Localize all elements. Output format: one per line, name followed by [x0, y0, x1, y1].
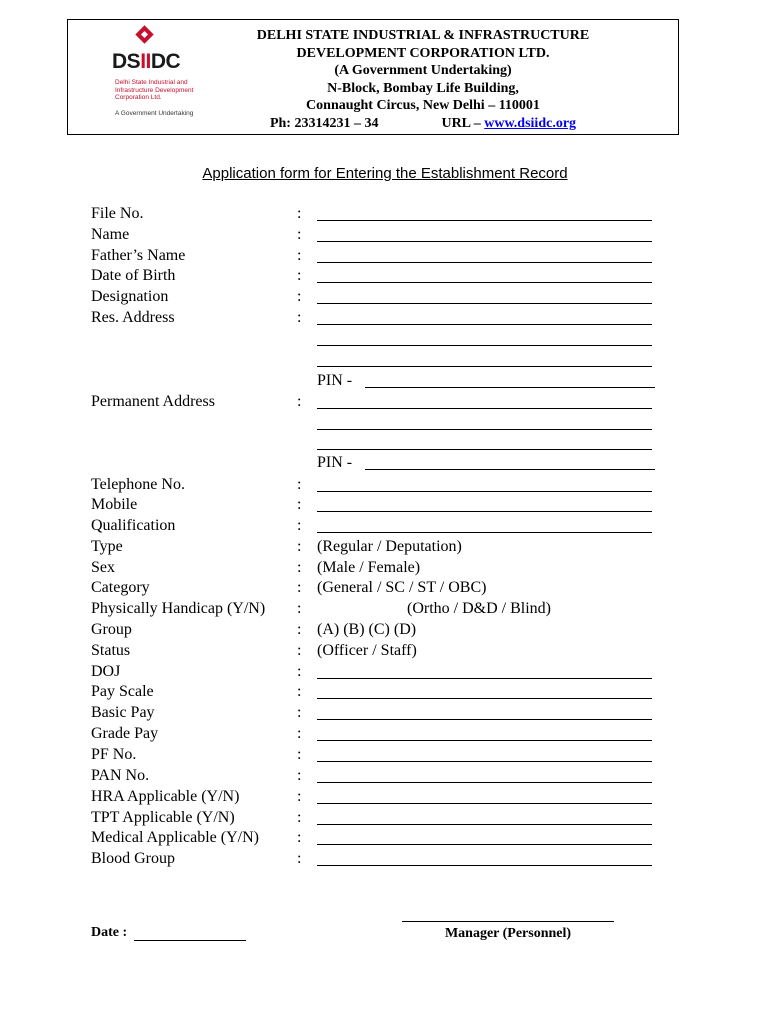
colon: :: [297, 579, 302, 596]
field-label: Pay Scale: [91, 683, 154, 700]
colon: :: [297, 767, 302, 784]
field-label: Father’s Name: [91, 247, 186, 264]
colon: :: [297, 663, 302, 680]
colon: :: [297, 288, 302, 305]
dsiidc-logo: [112, 28, 222, 128]
field-label: Mobile: [91, 496, 138, 513]
fathers-name-blank[interactable]: [317, 262, 652, 263]
group-options: (A) (B) (C) (D): [317, 621, 417, 638]
colon: :: [297, 725, 302, 742]
colon: :: [297, 517, 302, 534]
field-label: Status: [91, 642, 131, 659]
field-label: Telephone No.: [91, 476, 185, 493]
field-label: Type: [91, 538, 123, 555]
date-blank[interactable]: [134, 940, 246, 941]
field-label: HRA Applicable (Y/N): [91, 788, 240, 805]
colon: :: [297, 309, 302, 326]
logo-diamond-icon: [135, 25, 153, 43]
permanent-pin-blank[interactable]: [365, 469, 655, 470]
res-address-blank-3[interactable]: [317, 366, 652, 367]
pin-label: PIN -: [317, 372, 353, 389]
res-pin-blank[interactable]: [365, 387, 655, 388]
colon: :: [297, 829, 302, 846]
organization-details: [208, 27, 638, 132]
sex-options: (Male / Female): [317, 559, 421, 576]
logo-mark: DSIIDC: [112, 50, 181, 73]
name-blank[interactable]: [317, 241, 652, 242]
org-line-2: DEVELOPMENT CORPORATION LTD.: [296, 45, 550, 61]
dob-blank[interactable]: [317, 282, 652, 283]
org-line-3: (A Government Undertaking): [334, 63, 512, 78]
blood-group-blank[interactable]: [317, 865, 652, 866]
handicap-options: (Ortho / D&D / Blind): [407, 600, 551, 617]
field-label: Category: [91, 579, 150, 596]
pay-scale-blank[interactable]: [317, 698, 652, 699]
colon: :: [297, 746, 302, 763]
basic-pay-blank[interactable]: [317, 719, 652, 720]
colon: :: [297, 476, 302, 493]
hra-blank[interactable]: [317, 803, 652, 804]
field-label: Blood Group: [91, 850, 175, 867]
org-line-5: Connaught Circus, New Delhi – 110001: [306, 98, 540, 113]
field-label: Res. Address: [91, 309, 175, 326]
field-label: Physically Handicap (Y/N): [91, 600, 266, 617]
colon: :: [297, 538, 302, 555]
org-line-4: N-Block, Bombay Life Building,: [327, 80, 519, 96]
status-options: (Officer / Staff): [317, 642, 417, 659]
logo-subtitle: Delhi State Industrial and Infrastructure Development Corporation Ltd.: [115, 79, 194, 102]
grade-pay-blank[interactable]: [317, 740, 652, 741]
colon: :: [297, 809, 302, 826]
permanent-address-blank-3[interactable]: [317, 449, 652, 450]
colon: :: [297, 226, 302, 243]
qualification-blank[interactable]: [317, 532, 652, 533]
letterhead: [67, 19, 679, 135]
field-label: DOJ: [91, 663, 121, 680]
colon: :: [297, 704, 302, 721]
pf-no-blank[interactable]: [317, 761, 652, 762]
colon: :: [297, 788, 302, 805]
field-label: Medical Applicable (Y/N): [91, 829, 259, 846]
pan-no-blank[interactable]: [317, 782, 652, 783]
field-label: Date of Birth: [91, 267, 176, 284]
field-label: Qualification: [91, 517, 176, 534]
designation-blank[interactable]: [317, 303, 652, 304]
res-address-blank-1[interactable]: [317, 324, 652, 325]
org-line-1: DELHI STATE INDUSTRIAL & INFRASTRUCTURE: [256, 28, 590, 43]
colon: :: [297, 559, 302, 576]
category-options: (General / SC / ST / OBC): [317, 579, 487, 596]
colon: :: [297, 496, 302, 513]
file-no-blank[interactable]: [317, 220, 652, 221]
colon: :: [297, 600, 302, 617]
field-label: Basic Pay: [91, 704, 155, 721]
field-label: Name: [91, 226, 130, 243]
field-label: PF No.: [91, 746, 137, 763]
field-label: PAN No.: [91, 767, 150, 784]
type-options: (Regular / Deputation): [317, 538, 462, 555]
permanent-address-blank-1[interactable]: [317, 408, 652, 409]
mobile-blank[interactable]: [317, 511, 652, 512]
colon: :: [297, 642, 302, 659]
url-label: URL –: [441, 115, 485, 131]
logo-tagline: A Government Undertaking: [115, 110, 194, 117]
contact-line: [208, 115, 638, 133]
colon: :: [297, 267, 302, 284]
date-label: Date :: [91, 925, 128, 940]
signatory-title: Manager (Personnel): [444, 926, 572, 941]
medical-blank[interactable]: [317, 844, 652, 845]
telephone-blank[interactable]: [317, 491, 652, 492]
colon: :: [297, 621, 302, 638]
field-label: Permanent Address: [91, 393, 215, 410]
field-label: Group: [91, 621, 132, 638]
colon: :: [297, 205, 302, 222]
pin-label: PIN -: [317, 454, 353, 471]
field-label: Grade Pay: [91, 725, 159, 742]
tpt-blank[interactable]: [317, 824, 652, 825]
colon: :: [297, 850, 302, 867]
field-label: Sex: [91, 559, 115, 576]
doj-blank[interactable]: [317, 678, 652, 679]
phone-number: Ph: 23314231 – 34: [269, 115, 379, 131]
field-label: Designation: [91, 288, 169, 305]
permanent-address-blank-2[interactable]: [317, 429, 652, 430]
signature-line[interactable]: [402, 921, 614, 922]
colon: :: [297, 393, 302, 410]
form-title: Application form for Entering the Establishment Record: [202, 165, 568, 182]
website-link[interactable]: www.dsiidc.org: [484, 115, 577, 131]
res-address-blank-2[interactable]: [317, 345, 652, 346]
colon: :: [297, 683, 302, 700]
field-label: File No.: [91, 205, 144, 222]
colon: :: [297, 247, 302, 264]
field-label: TPT Applicable (Y/N): [91, 809, 235, 826]
